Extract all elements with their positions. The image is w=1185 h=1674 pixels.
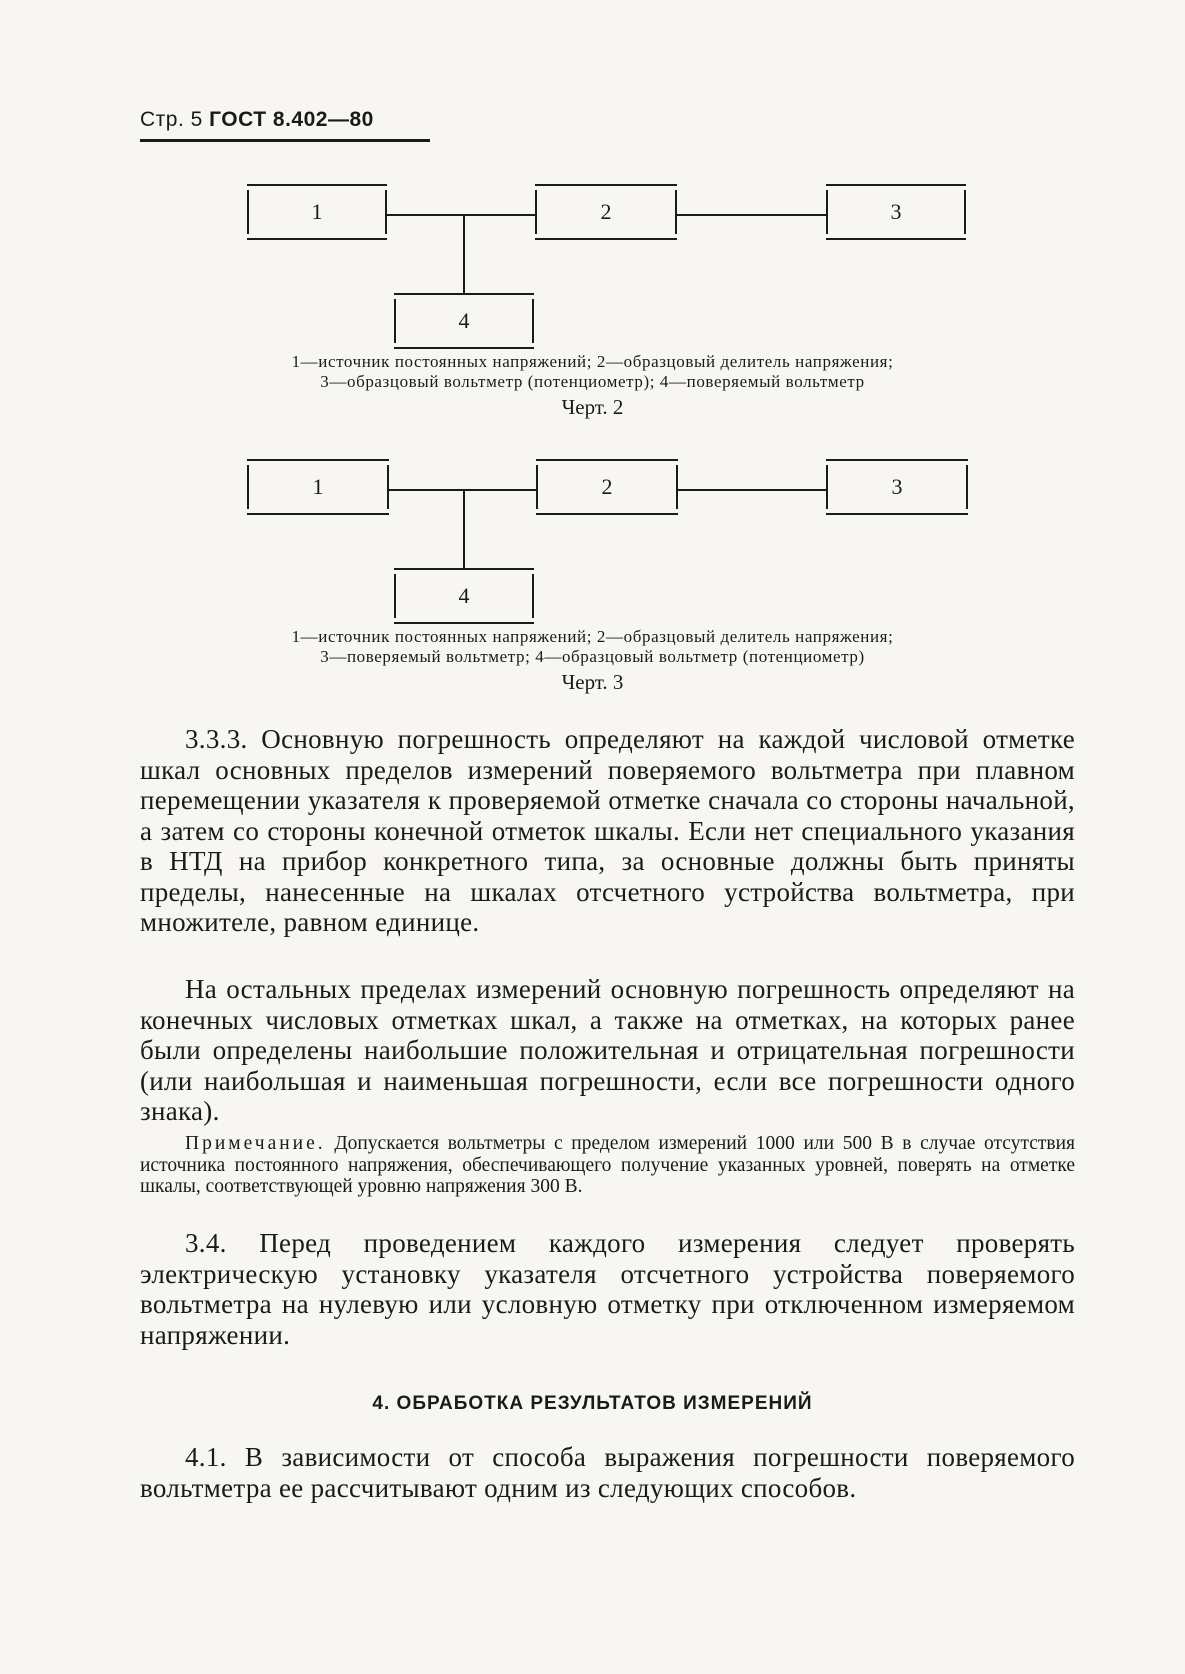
paragraph-4-1 [140, 1442, 1075, 1503]
fig2-legend [0, 352, 1185, 392]
fig2-box-3-label: 3 [890, 199, 902, 224]
fig3-box-4 [394, 568, 534, 624]
note-label: Примечание. [185, 1133, 326, 1154]
fig3-box-2 [536, 459, 678, 515]
fig3-caption: Черт. 3 [561, 670, 624, 694]
paragraph-3-4 [140, 1228, 1075, 1350]
standard-code: ГОСТ 8.402—80 [209, 108, 374, 131]
paragraph-3-3-3 [140, 724, 1075, 938]
fig2-box-4 [394, 293, 534, 349]
figure-3-diagram [0, 455, 1185, 635]
fig3-wire-2-3 [678, 489, 826, 491]
fig2-wire-to-4 [463, 215, 465, 293]
paragraph-3-3-3-continued-text: На остальных пределах измерений основную погрешность определяют на конечных числовых отметках шкал, а также на отметках, на которых ранее были определены наибольшие положительная и отрицательная погрешности (или наибольшая и наименьшая погрешности, если все погрешности одного знака). [140, 974, 1075, 1126]
fig3-box-3-label: 3 [891, 474, 903, 499]
page-number: Стр. 5 [140, 108, 203, 131]
fig2-box-1-label: 1 [311, 199, 323, 224]
fig2-box-1 [247, 184, 387, 240]
fig3-box-1-label: 1 [312, 474, 324, 499]
fig2-box-4-label: 4 [458, 308, 470, 333]
fig2-box-2-label: 2 [600, 199, 612, 224]
paragraph-4-1-text: 4.1. В зависимости от способа выражения погрешности поверяемого вольтметра ее рассчитывают одним из следующих способов. [140, 1442, 1075, 1503]
fig3-legend-line-1: 1—источник постоянных напряжений; 2—образцовый делитель напряжения; [291, 627, 894, 646]
fig3-legend [0, 627, 1185, 667]
fig2-box-2 [535, 184, 677, 240]
section-4-title: 4. ОБРАБОТКА РЕЗУЛЬТАТОВ ИЗМЕРЕНИЙ [372, 1393, 813, 1414]
page-header [140, 108, 374, 132]
note [140, 1133, 1075, 1198]
paragraph-3-4-text: 3.4. Перед проведением каждого измерения следует проверять электрическую установку указателя отсчетного устройства поверяемого вольтметра на нулевую или условную отметку при отключенном измеряемом напряжении. [140, 1228, 1075, 1350]
fig2-legend-line-2: 3—образцовый вольтметр (потенциометр); 4—поверяемый вольтметр [320, 372, 865, 391]
fig3-box-1 [247, 459, 389, 515]
paragraph-3-3-3-continued [140, 974, 1075, 1127]
header-rule [140, 139, 430, 142]
fig3-box-3 [826, 459, 968, 515]
fig3-wire-to-4 [463, 490, 465, 568]
note-body: Допускается вольтметры с пределом измерений 1000 или 500 В в случае отсутствия источника постоянного напряжения, обеспечивающего получение указанных уровней, поверять на отметке шкалы, соответствующей уровню напряжения 300 В. [140, 1133, 1076, 1197]
fig2-box-3 [826, 184, 966, 240]
fig3-box-4-label: 4 [458, 583, 470, 608]
fig2-caption: Черт. 2 [561, 395, 624, 419]
fig3-legend-line-2: 3—поверяемый вольтметр; 4—образцовый вольтметр (потенциометр) [320, 647, 865, 666]
fig2-legend-line-1: 1—источник постоянных напряжений; 2—образцовый делитель напряжения; [291, 352, 894, 371]
paragraph-3-3-3-text: 3.3.3. Основную погрешность определяют на каждой числовой отметке шкал основных пределов измерений поверяемого вольтметра при плавном перемещении указателя к проверяемой отметке сначала со стороны начальной, а затем со стороны конечной отметок шкалы. Если нет специального указания в НТД на прибор конкретного типа, за основные должны быть приняты пределы, нанесенные на шкалах отсчетного устройства вольтметра, при множителе, равном единице. [140, 724, 1075, 937]
figure-2-diagram [0, 180, 1185, 360]
fig2-wire-1-2 [387, 214, 535, 216]
fig2-wire-2-3 [677, 214, 826, 216]
fig3-box-2-label: 2 [601, 474, 613, 499]
